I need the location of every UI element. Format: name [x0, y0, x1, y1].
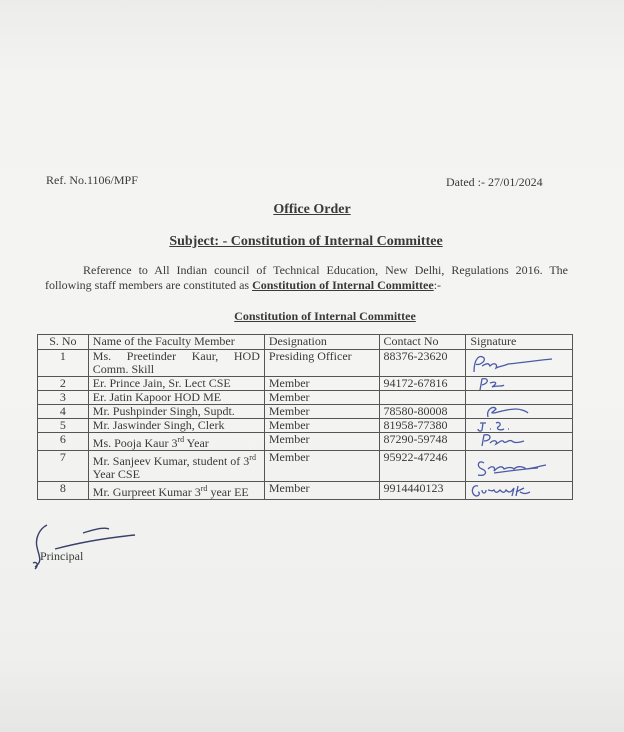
- cell-signature: [466, 391, 573, 405]
- cell-name: Ms. Pooja Kaur 3rd Year: [88, 433, 264, 451]
- signature-7-image: [468, 451, 566, 481]
- cell-signature: [466, 405, 573, 419]
- col-header-contact: Contact No: [379, 335, 466, 350]
- table-header-row: [38, 335, 573, 350]
- cell-contact: 94172-67816: [379, 377, 466, 391]
- cell-designation: Member: [264, 391, 379, 405]
- cell-name: Mr. Jaswinder Singh, Clerk: [88, 419, 264, 433]
- cell-signature: [466, 482, 573, 500]
- col-header-signature: Signature: [466, 335, 573, 350]
- col-header-designation: Designation: [264, 335, 379, 350]
- cell-signature: [466, 419, 573, 433]
- cell-sno: 3: [38, 391, 89, 405]
- cell-sno: 5: [38, 419, 89, 433]
- table-caption: Constitution of Internal Committee: [234, 309, 416, 323]
- table-row: [38, 433, 573, 451]
- cell-signature: [466, 451, 573, 482]
- cell-contact: 87290-59748: [379, 433, 466, 451]
- col-header-sno: S. No: [38, 335, 89, 350]
- cell-designation: Member: [264, 482, 379, 500]
- cell-contact: 95922-47246: [379, 451, 466, 482]
- cell-name: Mr. Gurpreet Kumar 3rd year EE: [88, 482, 264, 500]
- cell-sno: 6: [38, 433, 89, 451]
- paragraph-line-1: Reference to All Indian council of Technical Education, New Delhi, Regulations 2016. The: [83, 263, 568, 277]
- cell-designation: Member: [264, 451, 379, 482]
- table-row: [38, 451, 573, 482]
- reference-paragraph: [45, 263, 568, 293]
- cell-signature: [466, 377, 573, 391]
- signature-8-image: [468, 482, 566, 498]
- paragraph-line-2-prefix: following staff members are constituted as: [45, 278, 253, 292]
- cell-name: Ms. Preetinder Kaur, HOD Comm. Skill: [88, 350, 264, 377]
- principal-label: Principal: [40, 549, 84, 563]
- table-row: [38, 391, 573, 405]
- cell-signature: [466, 350, 573, 377]
- table-row: [38, 419, 573, 433]
- cell-contact: 88376-23620: [379, 350, 466, 377]
- document-title: Office Order: [273, 202, 351, 217]
- cell-contact: 9914440123: [379, 482, 466, 500]
- cell-signature: [466, 433, 573, 451]
- cell-contact: 78580-80008: [379, 405, 466, 419]
- paragraph-emphasis: Constitution of Internal Committee: [252, 278, 434, 292]
- committee-table: [37, 334, 573, 500]
- cell-designation: Member: [264, 433, 379, 451]
- cell-name: Er. Jatin Kapoor HOD ME: [88, 391, 264, 405]
- paragraph-line-2-suffix: :-: [433, 278, 442, 292]
- signature-5-image: [468, 419, 566, 433]
- principal-signature-image: [25, 523, 145, 573]
- reference-number: Ref. No.1106/MPF: [46, 173, 138, 187]
- cell-sno: 4: [38, 405, 89, 419]
- col-header-name: Name of the Faculty Member: [88, 335, 264, 350]
- cell-name: Er. Prince Jain, Sr. Lect CSE: [88, 377, 264, 391]
- table-row: [38, 405, 573, 419]
- cell-name: Mr. Pushpinder Singh, Supdt.: [88, 405, 264, 419]
- signature-2-image: [468, 377, 566, 391]
- table-row: [38, 482, 573, 500]
- cell-contact: [379, 391, 466, 405]
- cell-contact: 81958-77380: [379, 419, 466, 433]
- signature-6-image: [468, 433, 566, 447]
- cell-name: Mr. Sanjeev Kumar, student of 3rd Year CSE: [88, 451, 264, 482]
- table-row: [38, 350, 573, 377]
- cell-designation: Member: [264, 419, 379, 433]
- subject-line: Subject: - Constitution of Internal Committee: [169, 234, 443, 249]
- table-row: [38, 377, 573, 391]
- cell-designation: Member: [264, 377, 379, 391]
- signature-4-image: [468, 405, 566, 419]
- date: Dated :- 27/01/2024: [446, 175, 543, 189]
- cell-designation: Member: [264, 405, 379, 419]
- cell-designation: Presiding Officer: [264, 350, 379, 377]
- cell-sno: 8: [38, 482, 89, 500]
- cell-sno: 7: [38, 451, 89, 482]
- cell-sno: 1: [38, 350, 89, 377]
- signature-1-image: [468, 350, 566, 376]
- cell-sno: 2: [38, 377, 89, 391]
